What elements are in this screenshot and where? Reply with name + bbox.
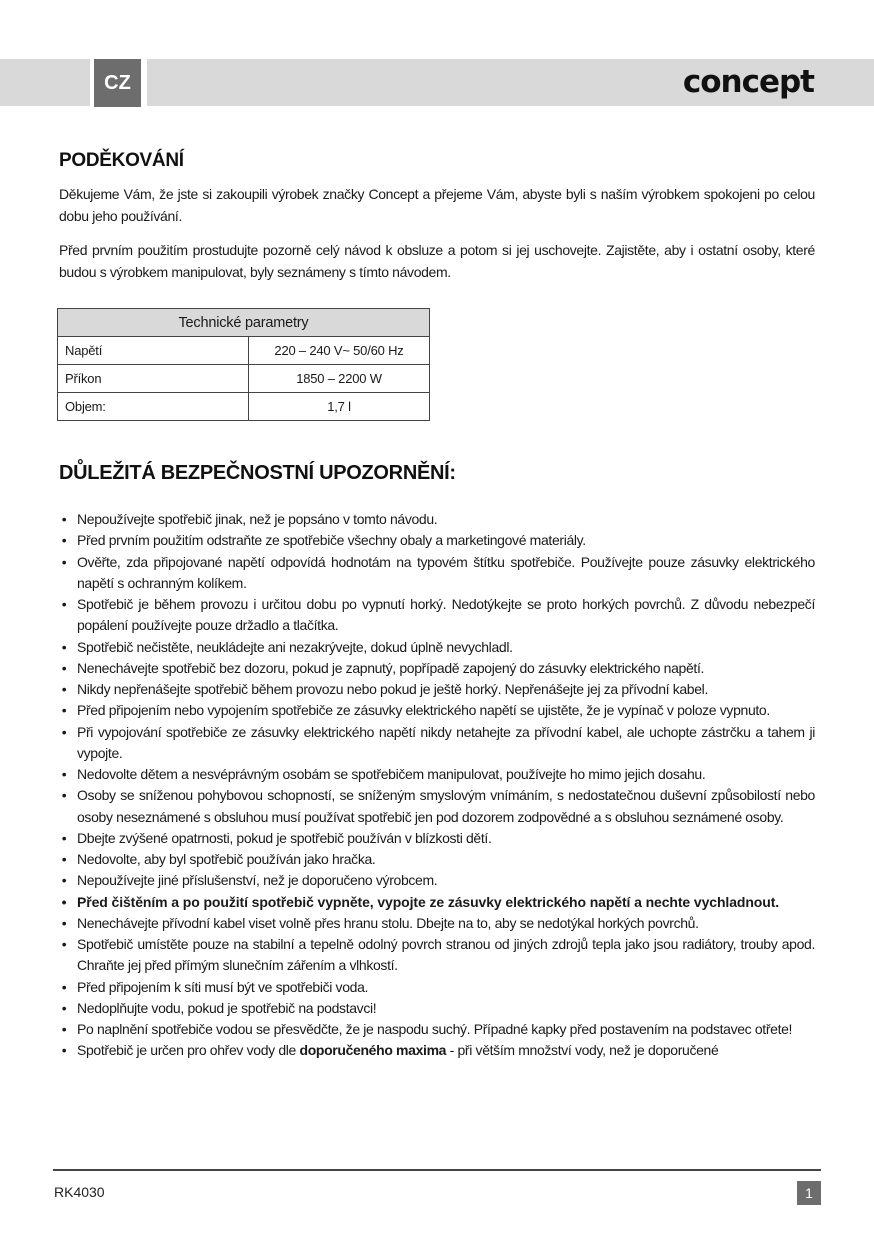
- safety-item: [59, 722, 815, 765]
- bullet-icon: •: [61, 596, 67, 612]
- param-value: 1,7 l: [249, 393, 430, 421]
- param-label: Objem:: [58, 393, 249, 421]
- safety-item-text: Osoby se sníženou pohybovou schopností, se sníženým smyslovým vnímáním, s nedostatečnou duševní způsobilostí nebo osoby neseznámené s obsluhou musí používat spotřebič jen pod dozorem zodpovědné a s obsluhou seznámené osoby.: [77, 787, 815, 825]
- safety-item-text: Před prvním použitím odstraňte ze spotřebiče všechny obaly a marketingové materiály.: [77, 532, 586, 549]
- safety-item: [59, 892, 815, 913]
- bullet-icon: •: [61, 1042, 67, 1059]
- table-row: [58, 337, 430, 365]
- safety-item-text: Nedoplňujte vodu, pokud je spotřebič na podstavci!: [77, 999, 377, 1016]
- bullet-icon: •: [61, 659, 67, 676]
- safety-item: [59, 934, 815, 977]
- safety-item-text: - při větším množství vody, než je doporučené: [446, 1042, 719, 1059]
- safety-item-text: Nepoužívejte spotřebič jinak, než je popsáno v tomto návodu.: [77, 511, 438, 527]
- safety-item: [59, 870, 815, 891]
- footer-model: RK4030: [54, 1184, 105, 1200]
- safety-item: [59, 594, 815, 637]
- safety-item-text: Nenechávejte spotřebič bez dozoru, pokud je zapnutý, popřípadě zapojený do zásuvky elektrického napětí.: [77, 659, 705, 676]
- safety-item: [59, 637, 815, 658]
- safety-item-text: Před připojením nebo vypojením spotřebiče ze zásuvky elektrického napětí se ujistěte, že je vypínač v poloze vypnuto.: [77, 702, 770, 719]
- thanks-paragraph-1: Děkujeme Vám, že jste si zakoupili výrobek značky Concept a přejeme Vám, abyste byli s naším výrobkem spokojeni po celou dobu jeho používání.: [59, 186, 815, 224]
- param-value: 220 – 240 V~ 50/60 Hz: [249, 337, 430, 365]
- safety-item-text: Při vypojování spotřebiče ze zásuvky elektrického napětí nikdy netahejte za přívodní kabel, ale uchopte zástrčku a tahem ji vypojte.: [77, 723, 815, 761]
- bullet-icon: •: [61, 723, 67, 740]
- bullet-icon: •: [61, 702, 67, 719]
- safety-item: [59, 913, 815, 934]
- safety-item: [59, 764, 815, 785]
- technical-parameters-table: [57, 308, 430, 421]
- safety-item-text: Spotřebič nečistěte, neukládejte ani nezakrývejte, dokud úplně nevychladl.: [77, 638, 513, 655]
- bullet-icon: •: [61, 829, 67, 846]
- bullet-icon: •: [61, 999, 67, 1016]
- table-row: [58, 393, 430, 421]
- safety-item-text: Nikdy nepřenášejte spotřebič během provozu nebo pokud je ještě horký. Nepřenášejte jej za přívodní kabel.: [77, 681, 708, 697]
- safety-item-text: Dbejte zvýšené opatrnosti, pokud je spotřebič používán v blízkosti dětí.: [77, 829, 492, 846]
- safety-list: [59, 509, 815, 1062]
- thanks-heading: PODĚKOVÁNÍ: [59, 150, 184, 171]
- safety-item: [59, 785, 815, 828]
- param-value: 1850 – 2200 W: [249, 365, 430, 393]
- param-label: Napětí: [58, 337, 249, 365]
- bullet-icon: •: [61, 872, 67, 889]
- bullet-icon: •: [61, 553, 67, 570]
- safety-item: [59, 658, 815, 679]
- brand-logo: concept: [682, 64, 814, 100]
- table-header: Technické parametry: [58, 309, 430, 337]
- safety-item: [59, 679, 815, 700]
- language-badge: CZ: [94, 59, 141, 107]
- table-row: [58, 365, 430, 393]
- bullet-icon: •: [61, 638, 67, 655]
- safety-item-text: Před čištěním a po použití spotřebič vypněte, vypojte ze zásuvky elektrického napětí a nechte vychladnout.: [77, 893, 780, 910]
- safety-item-text: Nedovolte dětem a nesvéprávným osobám se spotřebičem manipulovat, používejte ho mimo jejich dosahu.: [77, 766, 706, 782]
- bullet-icon: •: [61, 851, 67, 867]
- safety-item-text: Před připojením k síti musí být ve spotřebiči voda.: [77, 978, 369, 995]
- bullet-icon: •: [61, 914, 67, 931]
- safety-item: [59, 552, 815, 595]
- param-label: Příkon: [58, 365, 249, 393]
- safety-item-text: Nepoužívejte jiné příslušenství, než je doporučeno výrobcem.: [77, 872, 438, 889]
- safety-item: [59, 700, 815, 721]
- safety-heading: DŮLEŽITÁ BEZPEČNOSTNÍ UPOZORNĚNÍ:: [59, 462, 456, 484]
- safety-item-text: Spotřebič umístěte pouze na stabilní a tepelně odolný povrch stranou od jiných zdrojů tepla jako jsou radiátory, trouby apod. Chraňte jej před přímým slunečním zářením a vlhkostí.: [77, 936, 815, 974]
- safety-item: [59, 509, 815, 530]
- footer-divider: [53, 1169, 821, 1171]
- safety-item: [59, 977, 815, 998]
- bullet-icon: •: [61, 1021, 67, 1037]
- page-number: 1: [797, 1181, 821, 1205]
- safety-item-text: Po naplnění spotřebiče vodou se přesvědčte, že je naspodu suchý. Případné kapky před postavením na podstavec otřete!: [77, 1021, 793, 1037]
- safety-item-text: Ověřte, zda připojované napětí odpovídá hodnotám na typovém štítku spotřebiče. Používejte pouze zásuvky elektrického napětí s ochranným kolíkem.: [77, 553, 815, 591]
- bullet-icon: •: [61, 681, 67, 697]
- bullet-icon: •: [61, 936, 67, 952]
- bullet-icon: •: [61, 532, 67, 549]
- bullet-icon: •: [61, 893, 67, 910]
- table-header-row: [58, 309, 430, 337]
- bullet-icon: •: [61, 511, 67, 527]
- safety-item: [59, 1040, 815, 1061]
- thanks-paragraph-2: Před prvním použitím prostudujte pozorně celý návod k obsluze a potom si jej uschovejte. Zajistěte, aby i ostatní osoby, které budou s výrobkem manipulovat, byly seznámeny s tímto návodem.: [59, 242, 815, 280]
- safety-item-text: Spotřebič je během provozu i určitou dobu po vypnutí horký. Nedotýkejte se proto horkých povrchů. Z důvodu nebezpečí popálení používejte pouze držadlo a tlačítka.: [77, 596, 815, 634]
- safety-item-text: Spotřebič je určen pro ohřev vody dle: [77, 1042, 300, 1059]
- header-band-left: [0, 59, 90, 106]
- safety-item: [59, 1019, 815, 1040]
- safety-item-text: Nenechávejte přívodní kabel viset volně přes hranu stolu. Dbejte na to, aby se nedotýkal horkých povrchů.: [77, 914, 699, 931]
- safety-item: [59, 998, 815, 1019]
- safety-item: [59, 530, 815, 551]
- bullet-icon: •: [61, 766, 67, 782]
- bullet-icon: •: [61, 978, 67, 995]
- safety-item: [59, 849, 815, 870]
- safety-item-emphasis: doporučeného maxima: [299, 1042, 447, 1059]
- safety-item: [59, 828, 815, 849]
- bullet-icon: •: [61, 787, 67, 804]
- safety-item-text: Nedovolte, aby byl spotřebič používán jako hračka.: [77, 851, 376, 867]
